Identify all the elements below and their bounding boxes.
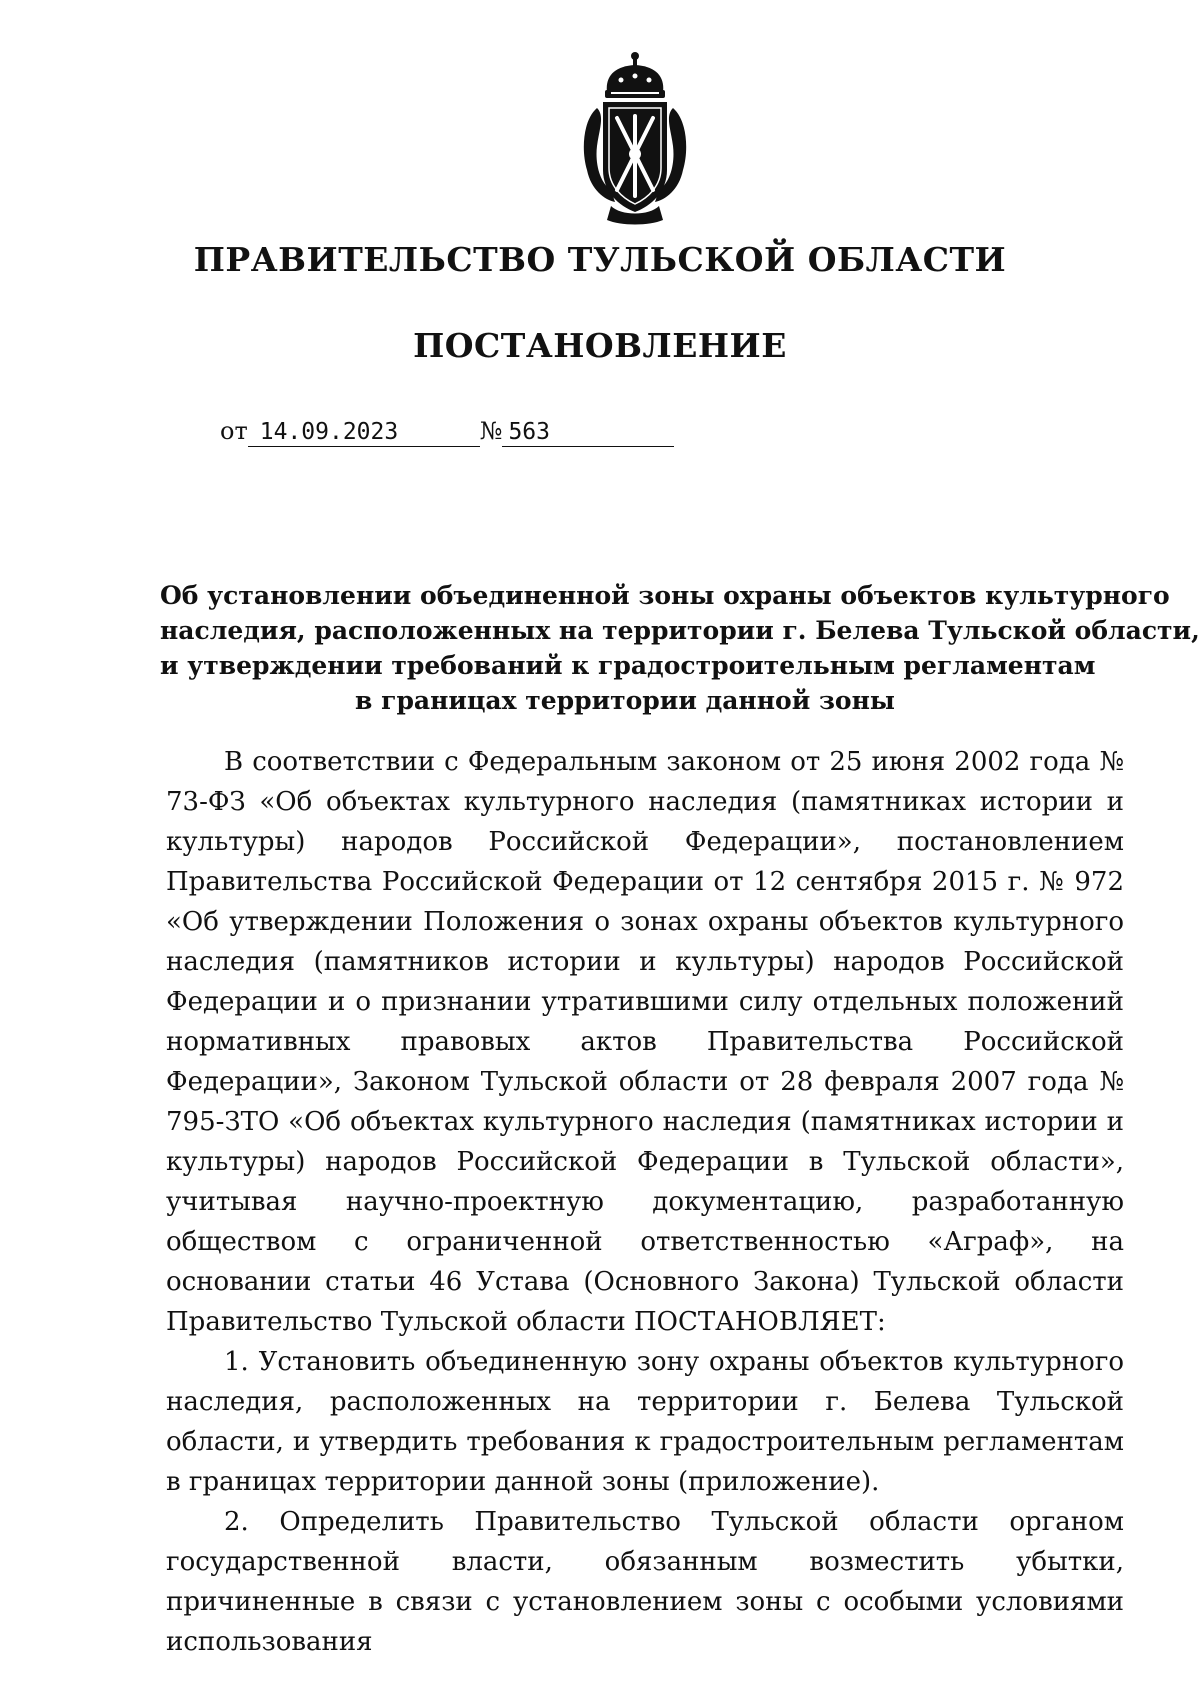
date-prefix: от (220, 417, 248, 445)
subject-line: и утверждении требований к градостроительным регламентам (160, 651, 1096, 680)
registration-line (220, 417, 674, 447)
subject-line: наследия, расположенных на территории г. Белева Тульской области, (160, 616, 1200, 645)
coat-of-arms-icon (575, 50, 695, 225)
document-body (166, 742, 1124, 1662)
document-type: ПОСТАНОВЛЕНИЕ (413, 326, 787, 365)
government-title: ПРАВИТЕЛЬСТВО ТУЛЬСКОЙ ОБЛАСТИ (193, 240, 1007, 279)
number-prefix: № (479, 417, 503, 445)
preamble-paragraph: В соответствии с Федеральным законом от 25 июня 2002 года № 73-ФЗ «Об объектах культурного наследия (памятниках истории и культуры) народов Российской Федерации», постановлением Правительства Российской Федерации от 12 сентября 2015 г. № 972 «Об утверждении Положения о зонах охраны объектов культурного наследия (памятников истории и культуры) народов Российской Федерации и о признании утратившими силу отдельных положений нормативных правовых актов Правительства Российской Федерации», Законом Тульской области от 28 февраля 2007 года № 795-ЗТО «Об объектах культурного наследия (памятниках истории и культуры) народов Российской Федерации в Тульской области», учитывая научно-проектную документацию, разработанную обществом с ограниченной ответственностью «Аграф», на основании статьи 46 Устава (Основного Закона) Тульской области Правительство Тульской области ПОСТАНОВЛЯЕТ: (166, 747, 1124, 1337)
number-field: 563 (502, 418, 674, 447)
item-2-paragraph: 2. Определить Правительство Тульской области органом государственной власти, обязанным возместить убытки, причиненные в связи с установлением зоны с особыми условиями использования (166, 1507, 1124, 1657)
item-1-paragraph: 1. Установить объединенную зону охраны объектов культурного наследия, расположенных на территории г. Белева Тульской области, и утвердить требования к градостроительным регламентам в границах территории данной зоны (приложение). (166, 1347, 1124, 1497)
subject-line: в границах территории данной зоны (355, 686, 895, 715)
document-subject (160, 578, 1200, 718)
subject-line: Об установлении объединенной зоны охраны объектов культурного (160, 581, 1170, 610)
date-field: 14.09.2023 (248, 418, 480, 447)
